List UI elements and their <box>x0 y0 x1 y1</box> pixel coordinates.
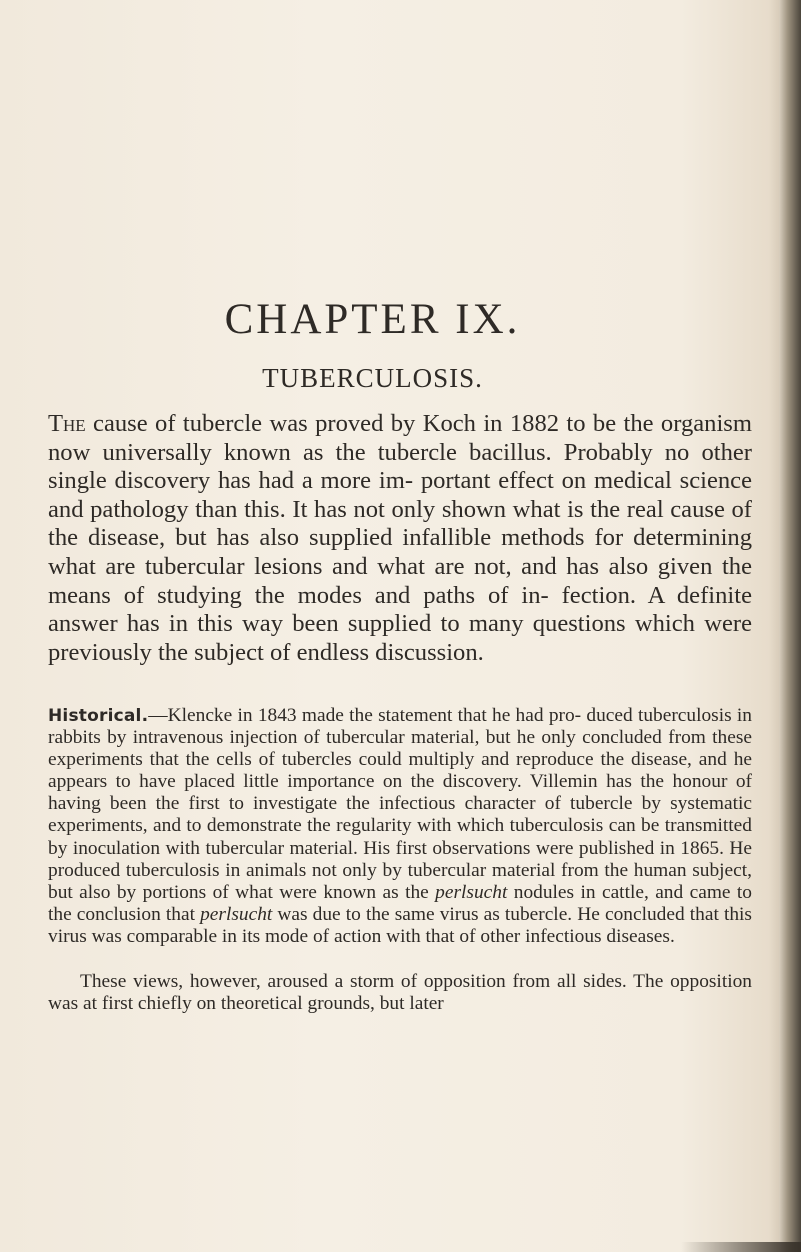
chapter-title: CHAPTER IX. <box>224 296 521 343</box>
section-title: TUBERCULOSIS. <box>262 363 483 393</box>
historical-text-3: was due to the same virus as tubercle. He concluded that this virus was comparable in its mode of action with that of other infectious diseases. <box>48 903 752 947</box>
page-binding-edge <box>779 0 801 1252</box>
historical-text-2: nodules in cattle, and came to the conclusion that <box>48 881 752 925</box>
intro-paragraph <box>48 410 752 667</box>
perlsucht-term-2: perlsucht <box>200 903 273 925</box>
historical-paragraph <box>48 705 752 948</box>
historical-heading: Historical. <box>48 706 149 726</box>
intro-text: cause of tubercle was proved by Koch in 1882 to be the organism now universally known as the tubercle bacillus. Probably no other single discovery has had a more im- portant effect on medical science and pathology than this. It has not only shown what is the real cause of the disease, but has also supplied infallible methods for determining what are tubercular lesions and what are not, and has also given the means of studying the modes and paths of in- fection. A definite answer has in this way been supplied to many questions which were previously the subject of endless discussion. <box>48 410 752 666</box>
page-corner-shadow <box>681 1242 801 1252</box>
intro-lead-word: The <box>48 410 86 437</box>
perlsucht-term-1: perlsucht <box>435 881 508 903</box>
historical-text-1: —Klencke in 1843 made the statement that he had pro- duced tuberculosis in rabbits by intravenous injection of tubercular material, but he only concluded from these experiments that the cells of tubercles could multiply and reproduce the disease, and he appears to have placed little importance on the discovery. Villemin has the honour of having been the first to investigate the infectious character of tubercle by systematic experiments, and to demonstrate the regularity with which tuberculosis can be transmitted by inoculation with tubercular material. His first observations were published in 1865. He produced tuberculosis in animals not only by tubercular material from the human subject, but also by portions of what were known as the <box>48 705 752 903</box>
views-paragraph: These views, however, aroused a storm of opposition from all sides. The opposition was at first chiefly on theoretical grounds, but later <box>48 971 752 1015</box>
